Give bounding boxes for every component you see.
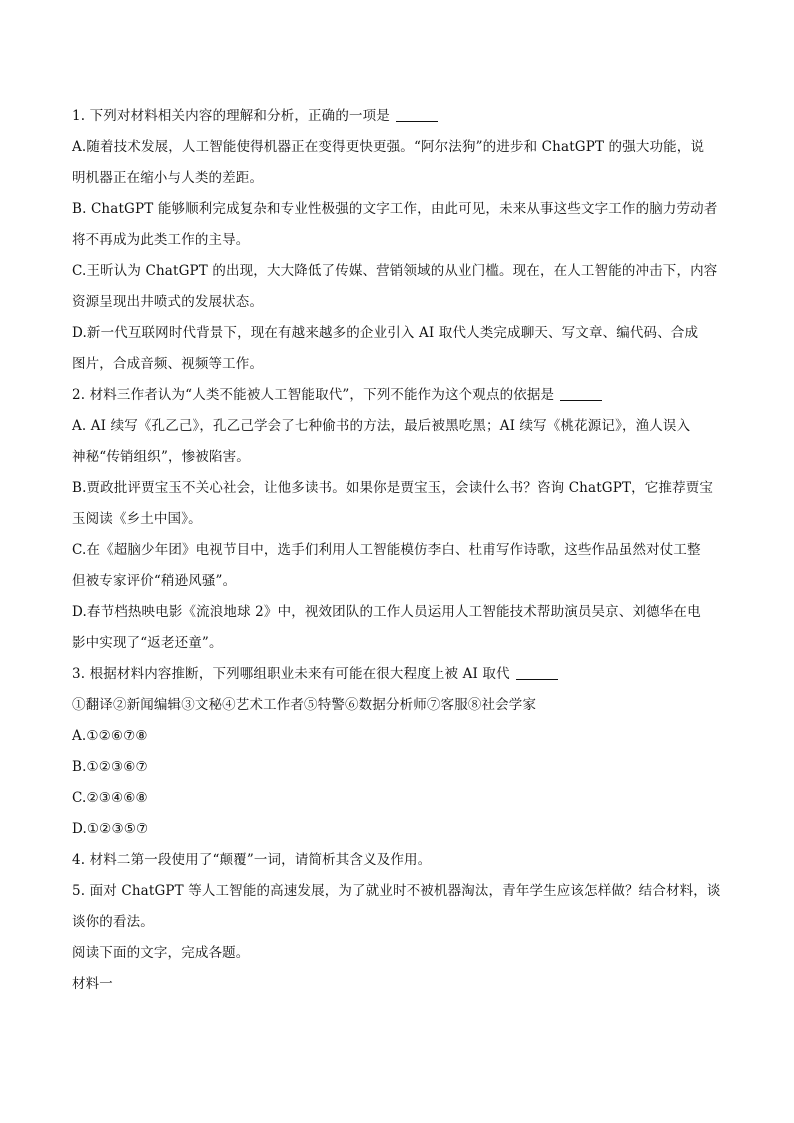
answer-blank-2 <box>560 386 602 401</box>
question-1-stem <box>72 101 722 132</box>
reading-instruction: 阅读下面的文字，完成各题。 <box>72 945 250 961</box>
q1-option-a-line2: 明机器正在缩小与人类的差距。 <box>72 170 264 186</box>
q3-option-a: A.①②⑥⑦⑧ <box>72 728 148 744</box>
q3-occupation-list: ①翻译②新闻编辑③文秘④艺术工作者⑤特警⑥数据分析师⑦客服⑧社会学家 <box>72 697 537 713</box>
q1-option-a-line1: A.随着技术发展，人工智能使得机器正在变得更快更强。“阿尔法狗”的进步和 ChatGPT 的强大功能，说 <box>72 139 705 155</box>
question-3-stem <box>72 659 722 690</box>
q2-option-b-line2: 玉阅读《乡土中国》。 <box>72 511 202 527</box>
question-2-stem <box>72 380 722 411</box>
question-3-text: 3. 根据材料内容推断，下列哪组职业未来有可能在很大程度上被 AI 取代 <box>72 666 510 682</box>
q2-option-d-line2: 影中实现了“返老还童”。 <box>72 635 223 651</box>
question-4-stem: 4. 材料二第一段使用了“颠覆”一词，请简析其含义及作用。 <box>72 852 432 868</box>
question-1-text: 1. 下列对材料相关内容的理解和分析，正确的一项是 <box>72 108 390 124</box>
q2-option-c-line1: C.在《超脑少年团》电视节目中，选手们利用人工智能模仿李白、杜甫写作诗歌，这些作品虽然对仗工整 <box>72 542 701 558</box>
q1-option-d-line1: D.新一代互联网时代背景下，现在有越来越多的企业引入 AI 取代人类完成聊天、写文章、编代码、合成 <box>72 325 699 341</box>
question-2-text: 2. 材料三作者认为“人类不能被人工智能取代”，下列不能作为这个观点的依据是 <box>72 387 555 403</box>
q2-option-d-line1: D.春节档热映电影《流浪地球 2》中，视效团队的工作人员运用人工智能技术帮助演员吴京、刘德华在电 <box>72 604 701 620</box>
q1-option-c-line2: 资源呈现出井喷式的发展状态。 <box>72 294 264 310</box>
q2-option-c-line2: 但被专家评价“稍逊风骚”。 <box>72 573 237 589</box>
question-5-stem-line1: 5. 面对 ChatGPT 等人工智能的高速发展，为了就业时不被机器淘汰，青年学生应该怎样做？结合材料，谈 <box>72 883 721 899</box>
answer-blank-3 <box>516 665 558 680</box>
q1-option-b-line1: B. ChatGPT 能够顺利完成复杂和专业性极强的文字工作，由此可见，未来从事这些文字工作的脑力劳动者 <box>72 201 718 217</box>
q1-option-d-line2: 图片，合成音频、视频等工作。 <box>72 356 264 372</box>
q2-option-a-line2: 神秘“传销组织”，惨被陷害。 <box>72 449 250 465</box>
question-5-stem-line2: 谈你的看法。 <box>72 914 154 930</box>
q3-option-b: B.①②③⑥⑦ <box>72 759 148 775</box>
q3-option-d: D.①②③⑤⑦ <box>72 821 149 837</box>
material-heading: 材料一 <box>72 976 113 992</box>
answer-blank-1 <box>396 107 438 122</box>
q1-option-b-line2: 将不再成为此类工作的主导。 <box>72 232 250 248</box>
q3-option-c: C.②③④⑥⑧ <box>72 790 148 806</box>
q2-option-b-line1: B.贾政批评贾宝玉不关心社会，让他多读书。如果你是贾宝玉，会读什么书？咨询 ChatGPT，它推荐贾宝 <box>72 480 714 496</box>
document-page <box>72 101 722 1000</box>
q2-option-a-line1: A. AI 续写《孔乙己》，孔乙己学会了七种偷书的方法，最后被黑吃黑；AI 续写《桃花源记》，渔人误入 <box>72 418 691 434</box>
q1-option-c-line1: C.王昕认为 ChatGPT 的出现，大大降低了传媒、营销领域的从业门槛。现在，在人工智能的冲击下，内容 <box>72 263 718 279</box>
